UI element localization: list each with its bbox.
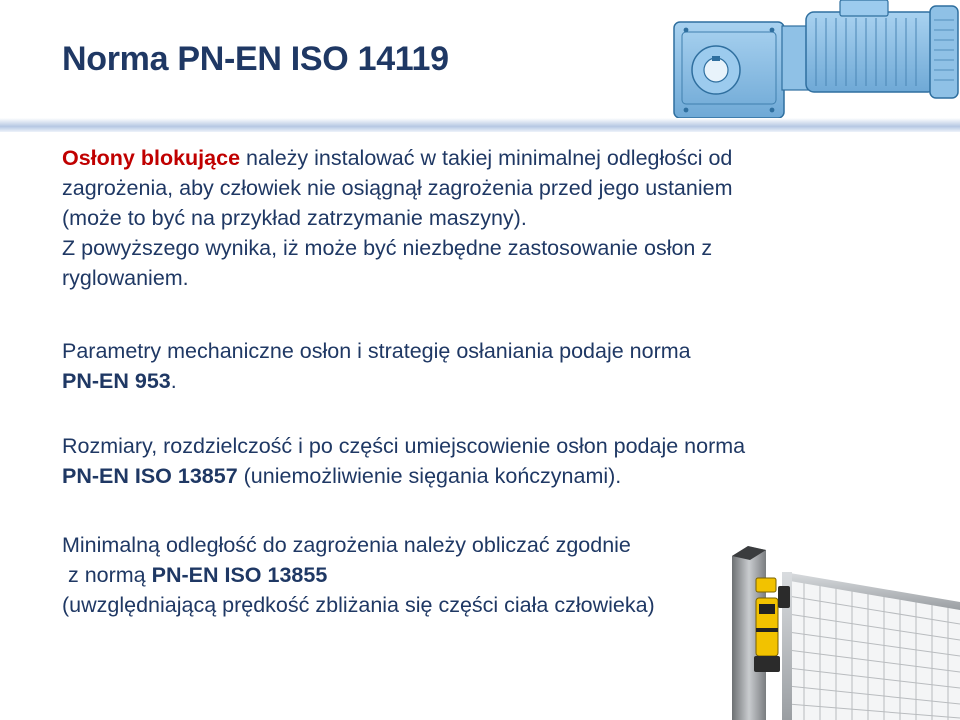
gear-motor-image — [664, 0, 960, 120]
paragraph-line: Minimalną odległość do zagrożenia należy obliczać zgodnie — [62, 533, 631, 557]
slide-title: Norma PN-EN ISO 14119 — [62, 40, 449, 78]
paragraph-line: ryglowaniem. — [62, 266, 189, 290]
paragraph-line — [62, 143, 862, 173]
standard-reference: PN-EN ISO 13857 — [62, 464, 238, 488]
paragraph-line: (uwzględniającą prędkość zbliżania się części ciała człowieka) — [62, 593, 655, 617]
standard-reference: PN-EN ISO 13855 — [151, 563, 328, 587]
standard-reference: PN-EN 953 — [62, 369, 171, 393]
paragraph-mechanical-parameters — [62, 336, 862, 396]
safety-fence-image — [726, 538, 960, 720]
paragraph-line: Parametry mechaniczne osłon i strategię osłaniania podaje norma — [62, 339, 691, 363]
header-divider-band — [0, 118, 960, 132]
text-span: . — [170, 369, 177, 393]
paragraph-line: Rozmiary, rozdzielczość i po części umiejscowienie osłon podaje norma — [62, 434, 746, 458]
paragraph-line — [62, 461, 862, 491]
paragraph-line: Z powyższego wynika, iż może być niezbędne zastosowanie osłon z — [62, 236, 713, 260]
paragraph-dimensions — [62, 431, 862, 491]
text-span: (uniemożliwienie sięgania kończynami). — [237, 464, 622, 488]
paragraph-interlocking-guards — [62, 143, 862, 293]
paragraph-line: zagrożenia, aby człowiek nie osiągnął zagrożenia przed jego ustaniem — [62, 176, 733, 200]
text-span: z normą — [62, 563, 152, 587]
paragraph-line — [62, 366, 862, 396]
paragraph-line: (może to być na przykład zatrzymanie maszyny). — [62, 206, 527, 230]
highlight-term: Osłony blokujące — [62, 146, 241, 170]
text-span: należy instalować w takiej minimalnej odległości od — [240, 146, 733, 170]
